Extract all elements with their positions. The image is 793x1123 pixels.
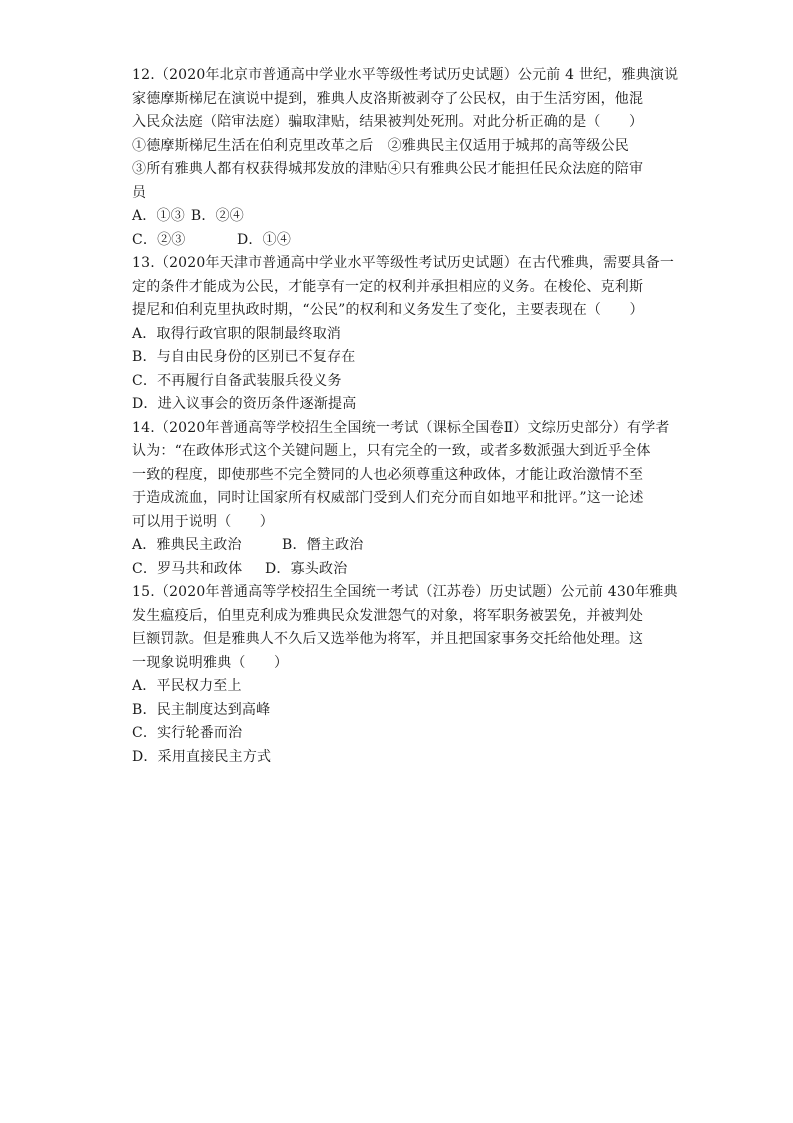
question-14-line-1: 14.（2020年普通高等学校招生全国统一考试（课标全国卷Ⅱ）文综历史部分）有学者 xyxy=(132,419,670,436)
question-14-line-3: 一致的程度，即使那些不完全赞同的人也必须尊重这种政体，才能让政治激情不至 xyxy=(132,466,644,483)
question-15-option-b: B．民主制度达到高峰 xyxy=(132,701,271,718)
question-12-options-row-2 xyxy=(132,229,662,253)
question-15-option-a: A．平民权力至上 xyxy=(132,678,242,694)
question-12-line-2: 家德摩斯梯尼在演说中提到，雅典人皮洛斯被剥夺了公民权，由于生活穷困，他混 xyxy=(132,90,644,107)
question-14-line-5: 可以用于说明（ ） xyxy=(132,513,274,530)
question-13-line-2: 定的条件才能成为公民，才能享有一定的权利并承担相应的义务。在梭伦、克利斯 xyxy=(132,278,644,295)
question-14-option-c: C．罗马共和政体 xyxy=(132,560,243,577)
question-13-option-b: B．与自由民身份的区别已不复存在 xyxy=(132,349,356,365)
question-12-option-a: A．①③ xyxy=(132,208,185,224)
question-13 xyxy=(132,252,675,417)
question-13-line-3: 提尼和伯利克里执政时期，“公民”的权利和义务发生了变化，主要表现在（ ） xyxy=(132,302,644,318)
question-14-options-row-2 xyxy=(132,558,662,582)
question-12-line-5: ③所有雅典人都有权获得城邦发放的津贴④只有雅典公民才能担任民众法庭的陪审 xyxy=(132,161,644,177)
question-12-line-6: 员 xyxy=(132,184,147,201)
question-12-options-row-1 xyxy=(132,205,662,229)
question-15-line-1: 15.（2020年普通高等学校招生全国统一考试（江苏卷）历史试题）公元前 430年雅典 xyxy=(132,584,678,600)
question-12-option-d: D．①④ xyxy=(237,231,292,248)
question-14 xyxy=(132,417,670,582)
question-14-line-2: 认为：“在政体形式这个关键问题上，只有完全的一致，或者多数派强大到近乎全体 xyxy=(132,443,651,459)
question-13-option-c: C．不再履行自备武装服兵役义务 xyxy=(132,372,342,389)
question-12-line-4: ①德摩斯梯尼生活在伯利克里改革之后 ②雅典民主仅适用于城邦的高等级公民 xyxy=(132,137,629,154)
question-13-option-a: A．取得行政官职的限制最终取消 xyxy=(132,325,342,342)
question-15-option-c: C．实行轮番而治 xyxy=(132,725,243,741)
question-12-option-c: C．②③ xyxy=(132,231,186,248)
question-14-line-4: 于造成流血，同时让国家所有权威部门受到人们充分而自如地平和批评。”这一论述 xyxy=(132,490,644,506)
question-12-line-3: 入民众法庭（陪审法庭）骗取津贴，结果被判处死刑。对此分析正确的是（ ） xyxy=(132,114,644,130)
question-15-line-4: 一现象说明雅典（ ） xyxy=(132,654,289,671)
question-12-line-1: 12.（2020年北京市普通高中学业水平等级性考试历史试题）公元前 4 世纪，雅典演说 xyxy=(132,67,679,83)
question-14-options-row-1 xyxy=(132,534,662,558)
question-15-line-2: 发生瘟疫后，伯里克利成为雅典民众发泄怨气的对象，将军职务被罢免，并被判处 xyxy=(132,607,644,624)
question-13-line-1: 13.（2020年天津市普通高中学业水平等级性考试历史试题）在古代雅典，需要具备一 xyxy=(132,255,675,271)
question-15 xyxy=(132,581,678,769)
question-15-line-3: 巨额罚款。但是雅典人不久后又选举他为将军，并且把国家事务交托给他处理。这 xyxy=(132,631,644,647)
question-12 xyxy=(132,64,679,252)
question-12-option-b: B．②④ xyxy=(190,208,245,224)
question-14-option-a: A．雅典民主政治 xyxy=(132,537,242,553)
question-14-option-d: D．寡头政治 xyxy=(265,560,348,577)
document-page xyxy=(132,64,679,769)
question-13-option-d: D．进入议事会的资历条件逐渐提高 xyxy=(132,396,357,412)
question-15-option-d: D．采用直接民主方式 xyxy=(132,748,272,765)
question-14-option-b: B．僭主政治 xyxy=(282,537,364,553)
